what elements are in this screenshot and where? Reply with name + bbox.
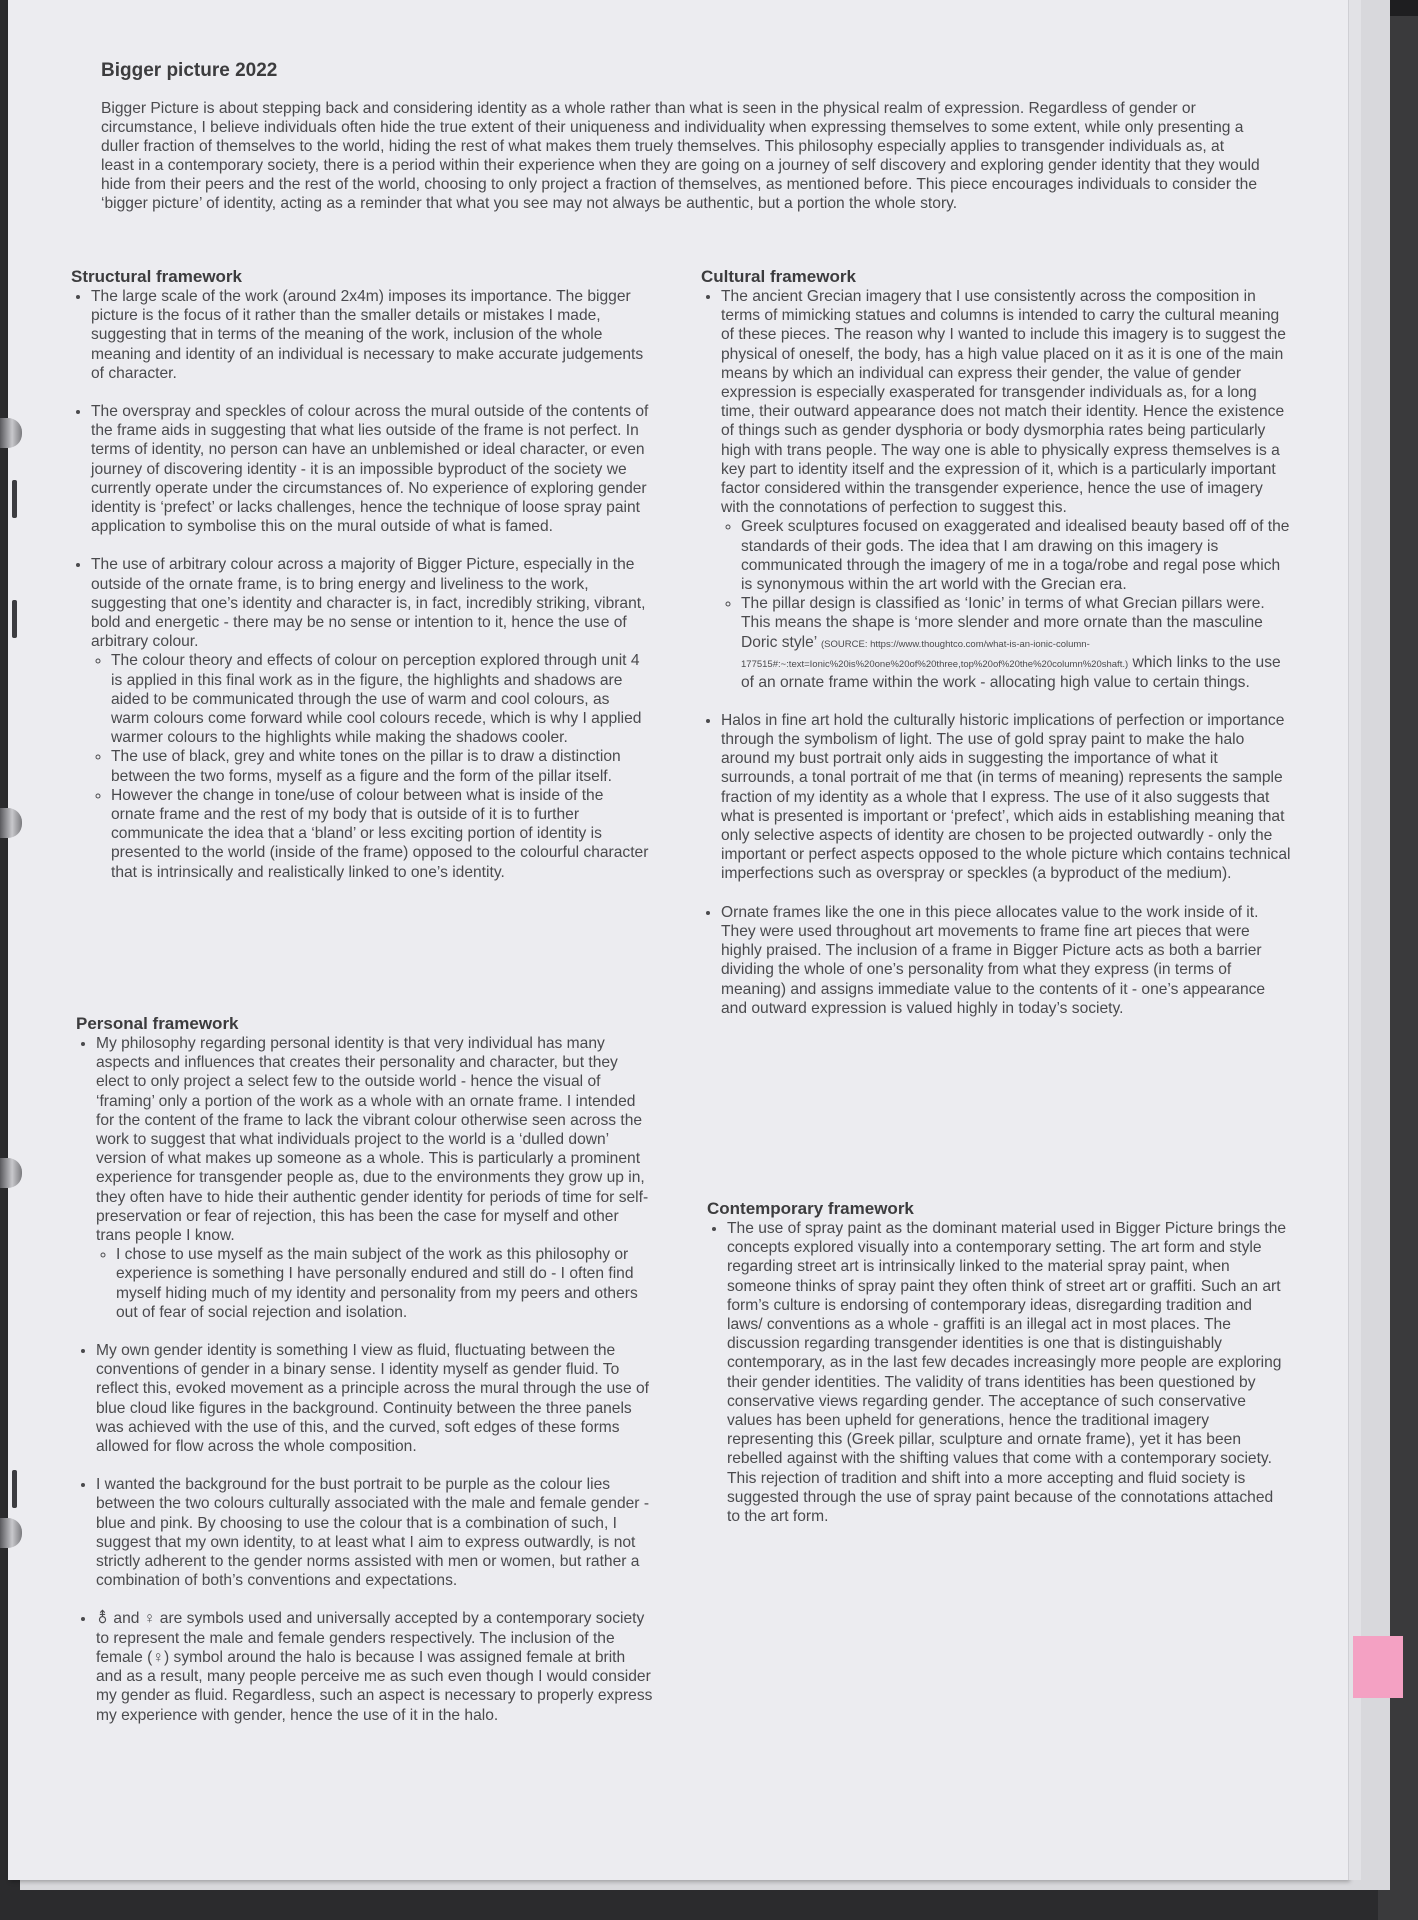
list-item-text: The pillar design is classified as ‘Ionic’ in terms of what Grecian pillars were. This means the shape is ‘more slender and more ornate than the masculine Doric style’ — [741, 595, 1265, 651]
list-item-text: Greek sculptures focused on exaggerated and idealised beauty based off of the standards of their gods. The idea that I am drawing on this imagery is communicated through the imagery of me in a toga/robe and regal pose which is synonymous within the art world with the Grecian era. — [741, 518, 1290, 594]
sub-bullet-list — [96, 1245, 654, 1322]
list-item — [96, 1034, 654, 1322]
section-heading: Cultural framework — [701, 267, 856, 286]
list-item-text: My philosophy regarding personal identity is that very individual has many aspects and influences that creates their personality and character, but they elect to only project a select few to the outside world - hence the visual of ‘framing’ only a portion of the work as a whole with an ornate frame. I intended for the content of the frame to lack the vibrant colour otherwise seen across the work to suggest that what individuals project to the world is a ‘dulled down’ version of what makes up someone as a whole. This is particularly a prominent experience for transgender people as, due to the environments they grow up in, they often have to hide their authentic gender identity for periods of time for self-preservation or fear of rejection, this has been the case for myself and other trans people I know. — [96, 1035, 649, 1245]
section-heading: Structural framework — [71, 267, 242, 286]
list-item — [96, 1609, 654, 1724]
list-item — [91, 287, 649, 383]
section-heading: Contemporary framework — [707, 1199, 914, 1218]
list-item-text: ⚨ and ♀ are symbols used and universally accepted by a contemporary society to represent the male and female genders respectively. The inclusion of the female (♀) symbol around the halo is because I was assigned female at brith and as a result, many people perceive me as such even though I would consider my gender as fluid. Regardless, such an aspect is necessary to properly express my experience with gender, hence the use of it in the halo. — [96, 1610, 653, 1724]
source-citation: (SOURCE: https://www.thoughtco.com/what-is-an-ionic-column-177515#:~:text=Ionic%20is%20one%20of%20three,top%20of%20the%20column%20shaft.) — [741, 638, 1129, 670]
list-item-text: I wanted the background for the bust portrait to be purple as the colour lies between the two colours culturally associated with the male and female gender - blue and pink. By choosing to use the colour that is a combination of such, I suggest that my own identity, to at least what I aim to express outwardly, is not strictly adherent to the gender norms assisted with men or women, but rather a combination of both’s conventions and expectations. — [96, 1476, 650, 1590]
section-heading: Personal framework — [76, 1014, 239, 1033]
list-item-text: Ornate frames like the one in this piece allocates value to the work inside of it. They were used throughout art movements to frame fine art pieces that were highly praised. The inclusion of a frame in Bigger Picture acts as both a barrier dividing the whole of one’s personality from what they express (in terms of meaning) and assigns immediate value to the contents of it - one’s appearance and outward expression is valued highly in today’s society. — [721, 903, 1266, 1017]
sub-list-item — [111, 747, 649, 785]
list-item-text: The large scale of the work (around 2x4m) imposes its importance. The bigger picture is the focus of it rather than the smaller details or mistakes I made, suggesting that in terms of the meaning of the work, inclusion of the whole meaning and identity of an individual is necessary to make accurate judgements of character. — [91, 288, 644, 382]
sub-bullet-list — [721, 517, 1291, 691]
structural-framework-section — [71, 267, 649, 901]
list-item-text: which links to the use of an ornate frame within the work - allocating high value to certain things. — [741, 653, 1281, 691]
list-item — [91, 402, 649, 536]
list-item-text: The ancient Grecian imagery that I use consistently across the composition in terms of mimicking statues and columns is intended to carry the cultural meaning of these pieces. The reason why I wanted to include this imagery is to suggest the physical of oneself, the body, has a high value placed on it as it is one of the main means by which an individual can express their gender, the value of gender expression is especially exasperated for transgender individuals as, for a long time, their outward appearance does not match their identity. Hence the existence of things such as gender dysphoria or body dysmorphia rates being particularly high with trans people. The way one is able to physically express themselves is a key part to identity itself and the expression of it, which is a particularly important factor considered within the transgender experience, hence the use of imagery with the connotations of perfection to suggest this. — [721, 288, 1286, 517]
pink-sticky-tab — [1353, 1636, 1403, 1698]
bullet-list — [707, 1219, 1287, 1526]
list-item-text: Halos in fine art hold the culturally historic implications of perfection or importance through the symbolism of light. The use of gold spray paint to make the halo around my bust portrait only aids in suggesting the importance of what it surrounds, a tonal portrait of me that (in terms of meaning) represents the sample fraction of my identity as a whole that I express. The use of it also suggests that what is presented is important or ‘prefect’, which aids in establishing meaning that only selective aspects of identity are chosen to be projected outwardly - only the important or perfect aspects opposed to the whole picture which contains technical imperfections such as overspray or speckles (a byproduct of the medium). — [721, 711, 1291, 883]
bullet-list — [701, 287, 1291, 1018]
list-item — [721, 287, 1291, 692]
list-item — [721, 903, 1291, 1018]
punch-hole — [12, 1470, 17, 1508]
list-item-text: I chose to use myself as the main subject of the work as this philosophy or experience is something I have personally endured and still do - I often find myself hiding much of my identity and personality from my peers and others out of fear of social rejection and isolation. — [116, 1246, 638, 1321]
sub-list-item — [116, 1245, 654, 1322]
list-item-text: My own gender identity is something I view as fluid, fluctuating between the conventions of gender in a binary sense. I identity myself as gender fluid. To reflect this, evoked movement as a principle across the mural through the use of blue cloud like figures in the background. Continuity between the three panels was achieved with the use of this, and the curved, soft edges of these forms allowed for flow across the whole composition. — [96, 1342, 649, 1456]
list-item — [91, 555, 649, 881]
punch-hole — [12, 600, 17, 638]
sub-bullet-list — [91, 651, 649, 881]
bullet-list — [76, 1034, 654, 1725]
list-item-text: The overspray and speckles of colour across the mural outside of the contents of the frame aids in suggesting that what lies outside of the frame is not perfect. In terms of identity, no person can have an unblemished or ideal character, or even journey of discovering identity - it is an impossible byproduct of the society we currently operate under the circumstances of. No experience of exploring gender identity is ‘prefect’ or lacks challenges, hence the technique of loose spray paint application to symbolise this on the mural outside of what is famed. — [91, 403, 649, 536]
contemporary-framework-section — [707, 1199, 1287, 1545]
intro-paragraph: Bigger Picture is about stepping back and considering identity as a whole rather than what is seen in the physical realm of expression. Regardless of gender or circumstance, I believe individuals often hide the true extent of their uniqueness and individuality when expressing themselves to some extent, while only presenting a duller fraction of themselves to the world, hiding the rest of what makes them truely themselves. This philosophy especially applies to transgender individuals as, at least in a contemporary society, there is a period within their experience when they are going on a journey of self discovery and exploring gender identity that they would hide from their peers and the rest of the world, choosing to only project a fraction of themselves, as mentioned before. This piece encourages individuals to consider the ‘bigger picture’ of identity, acting as a reminder that what you see may not always be authentic, but a portion the whole story. — [101, 100, 1260, 212]
list-item-text: The use of black, grey and white tones on the pillar is to draw a distinction between the two forms, myself as a figure and the form of the pillar itself. — [111, 748, 621, 785]
sub-list-item — [741, 594, 1291, 692]
list-item — [727, 1219, 1287, 1526]
list-item-text: However the change in tone/use of colour between what is inside of the ornate frame and the rest of my body that is outside of it is to further communicate the idea that a ‘bland’ or less exciting portion of identity is presented to the world (inside of the frame) opposed to the colourful character that is intrinsically and realistically linked to one’s identity. — [111, 786, 649, 881]
sub-list-item — [111, 651, 649, 747]
list-item — [721, 711, 1291, 884]
list-item-text: The use of spray paint as the dominant material used in Bigger Picture brings the concepts explored visually into a contemporary setting. The art form and style regarding street art is intrinsically linked to the material spray paint, when someone thinks of spray paint they often think of street art or graffiti. Such an art form’s culture is endorsing of contemporary ideas, disregarding tradition and laws/ conventions as a whole - graffiti is an illegal act in most places. The discussion regarding transgender identities is one that is distinguishably contemporary, as in the last few decades increasingly more people are exploring their gender identities. The validity of trans identities has been questioned by conservative views regarding gender. The acceptance of such conservative values has been upheld for generations, hence the traditional imagery representing this (Greek pillar, sculpture and ornate frame), yet it has been rebelled against with the shifting values that come with a contemporary society. This rejection of tradition and shift into a more accepting and fluid society is suggested through the use of spray paint because of the connotations attached to the art form. — [727, 1220, 1287, 1526]
sub-list-item — [111, 786, 649, 882]
punch-hole — [12, 480, 17, 518]
sub-list-item — [741, 517, 1291, 594]
personal-framework-section — [76, 1014, 654, 1744]
document-title: Bigger picture 2022 — [101, 60, 278, 81]
list-item — [96, 1475, 654, 1590]
list-item — [96, 1341, 654, 1456]
document-page — [8, 0, 1348, 1880]
cultural-framework-section — [701, 267, 1291, 1037]
bullet-list — [71, 287, 649, 882]
list-item-text: The use of arbitrary colour across a majority of Bigger Picture, especially in the outside of the ornate frame, is to bring energy and liveliness to the work, suggesting that one’s identity and character is, in fact, incredibly striking, vibrant, bold and energetic - there may be no sense or intention to it, hence the use of arbitrary colour. — [91, 556, 646, 651]
list-item-text: The colour theory and effects of colour on perception explored through unit 4 is applied in this final work as in the figure, the highlights and shadows are aided to be communicated through the use of warm and cool colours, as warm colours come forward while cool colours recede, which is why I applied warmer colours to the highlights while making the shadows cooler. — [111, 652, 642, 747]
page-edge — [1348, 0, 1361, 1880]
